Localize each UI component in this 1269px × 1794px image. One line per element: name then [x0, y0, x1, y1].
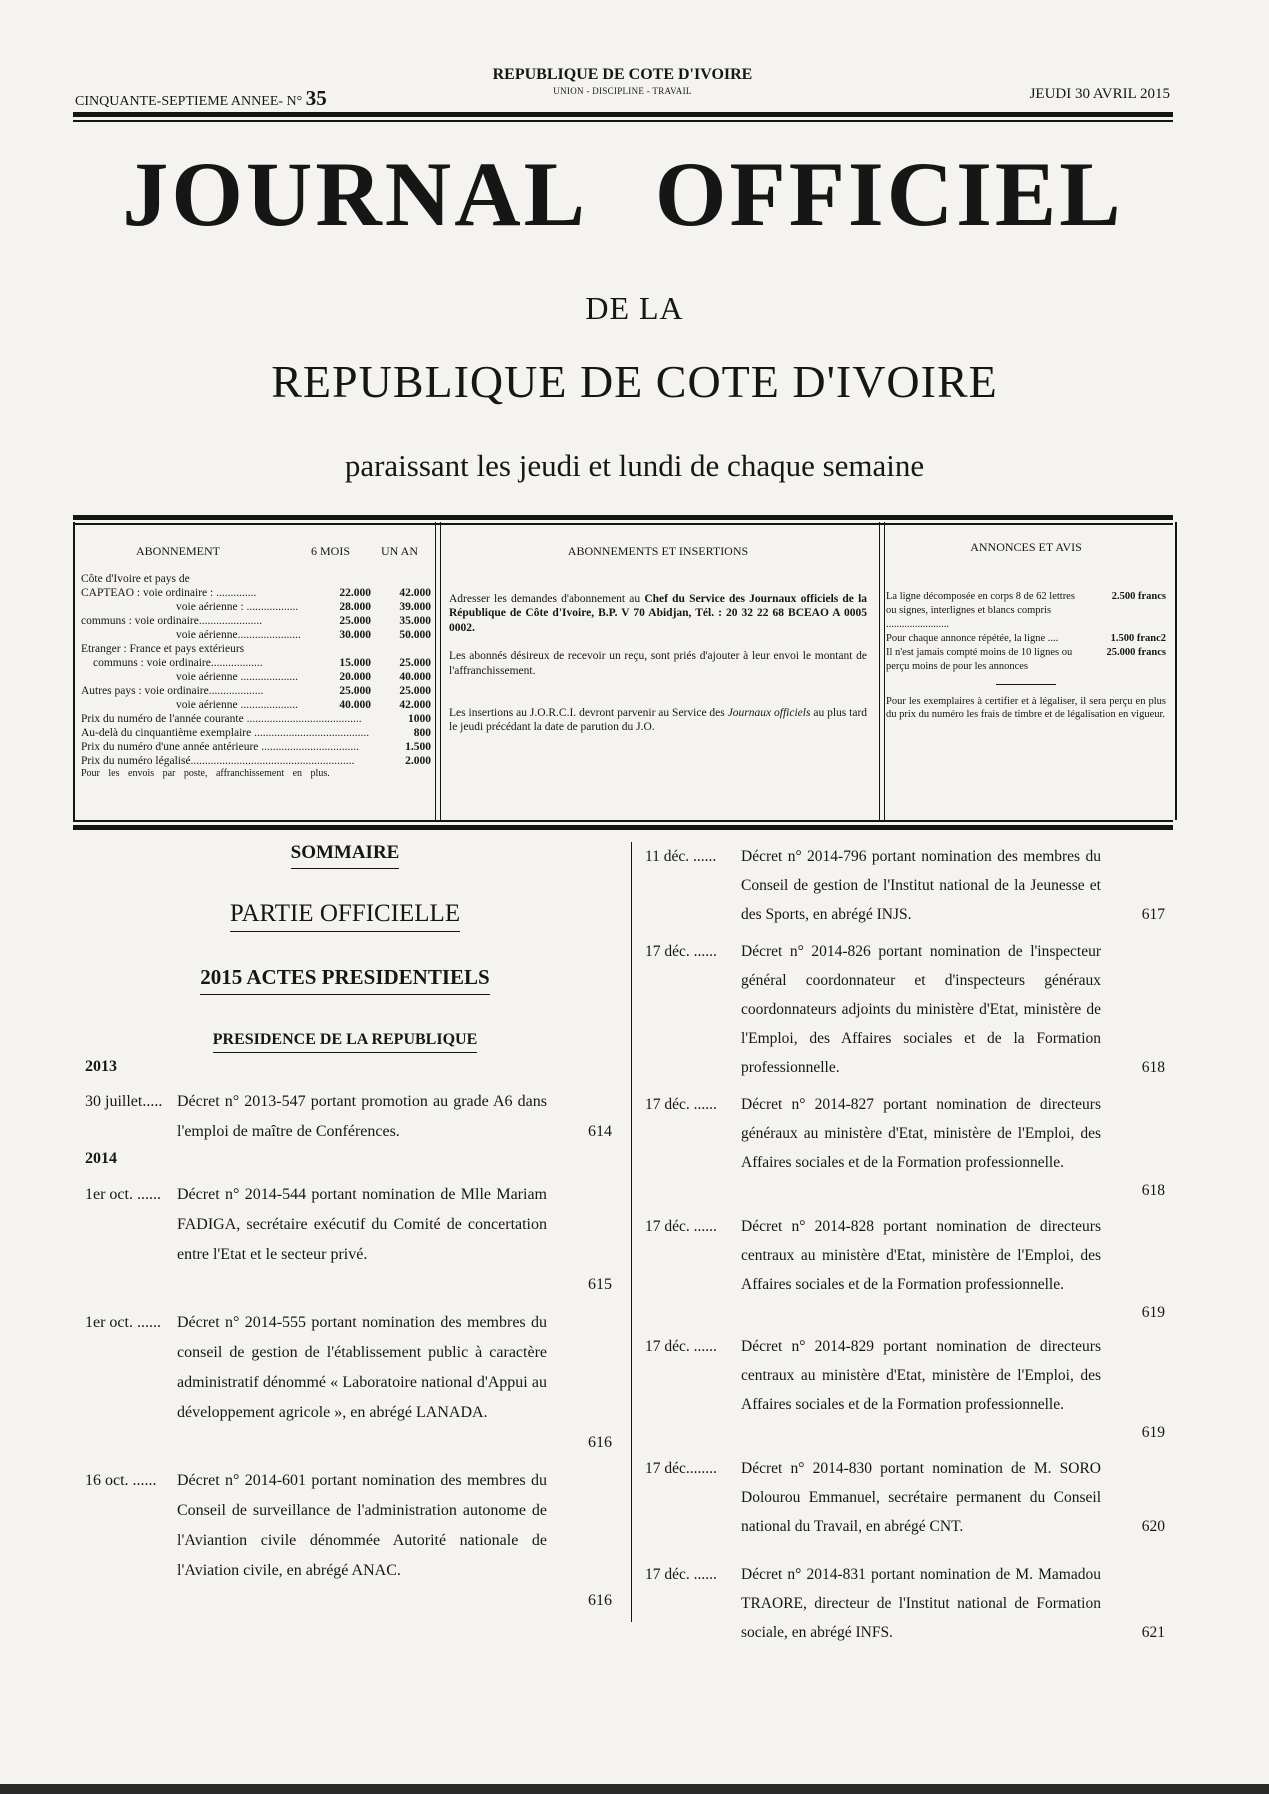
- abonnement-row-unan: 25.000: [399, 657, 431, 669]
- prix-row-label: Prix du numéro de l'année courante ........................................: [81, 713, 362, 725]
- insertions-p3-b: au plus tard le jeudi précédant la date de parution du J.O.: [449, 706, 868, 734]
- entry-page: 616: [588, 1592, 612, 1609]
- abonnement-row-label: communs : voie ordinaire..................: [93, 657, 263, 669]
- sommaire-entry: [85, 1466, 612, 1616]
- annonces-row-value: 2.500 francs: [1111, 591, 1166, 602]
- header-rule: [73, 112, 1173, 117]
- abonnement-col-unan: UN AN: [381, 544, 419, 558]
- sommaire-entry: [85, 1308, 612, 1458]
- entry-page: 621: [1141, 1624, 1165, 1641]
- entry-date: 11 déc. ......: [645, 848, 717, 865]
- entry-text: Décret n° 2014-828 portant nomination de directeurs centraux au ministère d'Etat, ministère de l'Emploi, des Affaires sociales et de la Formation professionnelle.: [741, 1218, 1101, 1293]
- annonces-row: [886, 646, 1166, 674]
- abonnement-row-label: voie aérienne : ..................: [176, 601, 299, 613]
- info-separator: [435, 522, 441, 820]
- issue-date: JEUDI 30 AVRIL 2015: [1029, 86, 1170, 102]
- entry-date: 16 oct. ......: [85, 1472, 157, 1489]
- entry-text: Décret n° 2014-830 portant nomination de M. SORO Dolourou Emmanuel, secrétaire permanent du Conseil national du Travail, en abrégé CNT.: [741, 1460, 1101, 1535]
- entry-text: Décret n° 2014-601 portant nomination des membres du Conseil de surveillance de l'administration autonome de l'Aviantion civile dénommée Autorité nationale de l'Aviation civile, en abrégé ANAC.: [177, 1472, 547, 1579]
- abonnement-row-6mois: 28.000: [339, 601, 371, 613]
- abonnement-box: [81, 522, 431, 820]
- entry-page: 618: [1141, 1182, 1165, 1199]
- insertions-paragraph-2: Les abonnés désireux de recevoir un reçu, sont priés d'ajouter à leur envoi le montant de l'affranchissement.: [449, 650, 867, 677]
- abonnement-row-label: voie aérienne......................: [176, 629, 301, 641]
- abonnement-row: [81, 642, 431, 656]
- sommaire-title: SOMMAIRE: [291, 842, 400, 869]
- entry-text: Décret n° 2013-547 portant promotion au grade A6 dans l'emploi de maître de Conférences.: [177, 1093, 547, 1140]
- abonnement-row-6mois: 22.000: [339, 587, 371, 599]
- issue-label: CINQUANTE-SEPTIEME ANNEE- N°: [75, 94, 303, 109]
- actes-title: 2015 ACTES PRESIDENTIELS: [200, 965, 489, 995]
- abonnement-rows: [81, 586, 431, 712]
- entry-page: 617: [1141, 906, 1165, 923]
- entry-text: Décret n° 2014-796 portant nomination des membres du Conseil de gestion de l'Institut national de la Jeunesse et des Sports, en abrégé INJS.: [741, 848, 1101, 923]
- entry-page: 619: [1141, 1304, 1165, 1321]
- annonces-row: [886, 632, 1166, 646]
- prix-row-label: Au-delà du cinquantième exemplaire ........................................: [81, 727, 370, 739]
- abonnement-row-unan: 35.000: [399, 615, 431, 627]
- sommaire-entry: [645, 1332, 1165, 1447]
- actes-heading: [75, 965, 615, 990]
- abonnement-row-label: Etranger : France et pays extérieurs: [81, 643, 245, 655]
- info-boxes: [73, 522, 1177, 820]
- annonces-row-value: 25.000 francs: [1106, 647, 1166, 658]
- info-top-rule: [73, 515, 1173, 520]
- insertions-p1-bold: Chef du Service des Journaux officiels de la République de Côte d'Ivoire, B.P. V 70 Abidjan, Tél. : 20 32 22 68 BCEAO A 0005 0002.: [449, 593, 868, 634]
- sommaire-entry: [645, 1560, 1165, 1647]
- abonnement-row: [81, 600, 431, 614]
- abonnement-row: [81, 614, 431, 628]
- prix-row: [81, 740, 431, 754]
- annonces-box: [886, 522, 1166, 820]
- abonnement-row-6mois: 40.000: [339, 699, 371, 711]
- header-rule-thin: [73, 120, 1173, 122]
- partie-heading: [75, 900, 615, 928]
- entry-page: 615: [588, 1276, 612, 1293]
- entry-page: 616: [588, 1434, 612, 1451]
- abonnement-row-label: Autres pays : voie ordinaire...................: [81, 685, 264, 697]
- insertions-p1-plain: Adresser les demandes d'abonnement au: [449, 593, 641, 605]
- column-separator: [631, 842, 632, 1622]
- abonnement-row-unan: 42.000: [399, 587, 431, 599]
- entry-date: 17 déc. ......: [645, 1218, 717, 1235]
- entry-page: 619: [1141, 1424, 1165, 1441]
- insertions-paragraph-3: [449, 706, 867, 735]
- sommaire-entry: [85, 1180, 612, 1300]
- prix-row-label: Prix du numéro légalisé.........................................................: [81, 755, 355, 767]
- insertions-header: ABONNEMENTS ET INSERTIONS: [567, 544, 749, 558]
- annonces-rows: [886, 590, 1166, 674]
- abonnement-header-row: [81, 522, 431, 558]
- republic-motto: UNION - DISCIPLINE - TRAVAIL: [553, 86, 692, 96]
- abonnement-row-label: communs : voie ordinaire......................: [81, 615, 263, 627]
- info-bottom-rule: [73, 820, 1173, 822]
- entry-date: 1er oct. ......: [85, 1314, 161, 1331]
- abonnement-row-label: CAPTEAO : voie ordinaire : ..............: [81, 587, 257, 599]
- abonnement-intro: Côte d'Ivoire et pays de: [81, 573, 190, 585]
- entry-date: 1er oct. ......: [85, 1186, 161, 1203]
- republic-name: REPUBLIQUE DE COTE D'IVOIRE: [492, 66, 753, 83]
- prix-row-value: 800: [413, 727, 431, 739]
- prix-row: [81, 726, 431, 740]
- abonnement-row: [81, 670, 431, 684]
- entry-page: 614: [588, 1123, 612, 1140]
- abonnement-row-label: voie aérienne ....................: [176, 671, 298, 683]
- abonnement-row-label: voie aérienne ....................: [176, 699, 298, 711]
- entry-date: 17 déc........: [645, 1460, 717, 1477]
- scan-edge: [0, 1784, 1269, 1794]
- republic-header: [75, 66, 1170, 96]
- sommaire-entry: [645, 1454, 1165, 1541]
- entry-text: Décret n° 2014-826 portant nomination de l'inspecteur général coordonnateur et d'inspecteurs généraux coordonnateurs adjoints du ministère d'Etat, ministère de l'Emploi, des Affaires sociales et de la Formation professionnelle.: [741, 943, 1101, 1076]
- annonces-row-value: 1.500 franc2: [1110, 633, 1166, 644]
- annonces-note: Pour les exemplaires à certifier et à légaliser, il sera perçu en plus du prix du numéro les frais de timbre et de légalisation en vigueur.: [886, 696, 1166, 721]
- entry-text: Décret n° 2014-829 portant nomination de directeurs centraux au ministère d'Etat, ministère de l'Emploi, des Affaires sociales et de la Formation professionnelle.: [741, 1338, 1101, 1413]
- abonnement-row-6mois: 30.000: [339, 629, 371, 641]
- abonnement-row-6mois: 25.000: [339, 615, 371, 627]
- prix-row-label: Prix du numéro d'une année antérieure ..................................: [81, 741, 360, 753]
- insertions-p3-italic: Journaux officiels: [727, 706, 811, 719]
- presidence-title: PRESIDENCE DE LA REPUBLIQUE: [213, 1031, 478, 1053]
- abonnement-row-unan: 42.000: [399, 699, 431, 711]
- prix-rows: [81, 712, 431, 768]
- sommaire-entry: [645, 937, 1165, 1082]
- abonnement-row: [81, 586, 431, 600]
- top-line: [75, 64, 1170, 112]
- entry-date: 17 déc. ......: [645, 1566, 717, 1583]
- annonces-divider: [996, 684, 1056, 685]
- abonnement-row-6mois: 20.000: [339, 671, 371, 683]
- annonces-row-label: La ligne décomposée en corps 8 de 62 lettres ou signes, interlignes et blancs compris ........................: [886, 591, 1075, 630]
- entry-date: 17 déc. ......: [645, 1338, 717, 1355]
- sommaire-entry: [85, 1087, 612, 1147]
- info-separator: [879, 522, 885, 820]
- abonnement-row-unan: [371, 642, 431, 656]
- abonnement-row-unan: 40.000: [399, 671, 431, 683]
- entry-date: 17 déc. ......: [645, 1096, 717, 1113]
- partie-title: PARTIE OFFICIELLE: [230, 900, 460, 932]
- masthead-frequency: paraissant les jeudi et lundi de chaque semaine: [344, 448, 925, 483]
- abonnement-header: ABONNEMENT: [136, 544, 220, 558]
- abonnement-row: [81, 698, 431, 712]
- prix-row: [81, 754, 431, 768]
- abonnement-row-unan: 39.000: [399, 601, 431, 613]
- abonnement-row-unan: 50.000: [399, 629, 431, 641]
- prix-row-value: 1.500: [405, 741, 431, 753]
- abonnement-row: [81, 628, 431, 642]
- prix-row-value: 1000: [408, 713, 431, 725]
- prix-row-value: 2.000: [405, 755, 431, 767]
- prix-row: [81, 712, 431, 726]
- entry-text: Décret n° 2014-827 portant nomination de directeurs généraux au ministère d'Etat, ministère de l'Emploi, des Affaires sociales et de la Formation professionnelle.: [741, 1096, 1101, 1171]
- sommaire-entry: [645, 842, 1165, 929]
- abonnement-row-6mois: 15.000: [339, 657, 371, 669]
- abonnement-col-6mois: 6 MOIS: [311, 544, 351, 558]
- year-2014: 2014: [85, 1150, 117, 1167]
- sommaire-heading: [75, 842, 615, 864]
- abonnement-row-6mois: [321, 642, 371, 656]
- entry-date: 17 déc. ......: [645, 943, 717, 960]
- year-2013: 2013: [85, 1058, 117, 1075]
- insertions-paragraph-1: [449, 592, 867, 635]
- insertions-box: [443, 522, 873, 820]
- abonnement-row-unan: 25.000: [399, 685, 431, 697]
- masthead-de-la: DE LA: [585, 290, 684, 326]
- abonnement-row-6mois: 25.000: [339, 685, 371, 697]
- annonces-row: [886, 590, 1166, 632]
- info-bottom-rule-thick: [73, 825, 1173, 830]
- masthead-title: JOURNAL OFFICIEL: [122, 143, 1124, 245]
- presidence-heading: [75, 1031, 615, 1049]
- abonnement-row: [81, 656, 431, 670]
- entry-text: Décret n° 2014-831 portant nomination de M. Mamadou TRAORE, directeur de l'Institut national de Formation sociale, en abrégé INFS.: [741, 1566, 1101, 1641]
- issue-number: 35: [305, 86, 327, 110]
- abonnement-row: [81, 684, 431, 698]
- masthead-country: REPUBLIQUE DE COTE D'IVOIRE: [271, 356, 998, 407]
- entry-date: 30 juillet.....: [85, 1093, 163, 1110]
- annonces-row-label: Pour chaque annonce répétée, la ligne ....: [886, 633, 1059, 644]
- annonces-row-label: Il n'est jamais compté moins de 10 lignes ou perçu moins de pour les annonces: [886, 647, 1073, 672]
- entry-text: Décret n° 2014-555 portant nomination des membres du conseil de gestion de l'établissement public à caractère administratif dénommé « Laboratoire national d'Appui au développement agricole », en abrégé LANADA.: [177, 1314, 547, 1421]
- entry-text: Décret n° 2014-544 portant nomination de Mlle Mariam FADIGA, secrétaire exécutif du Comité de concertation entre l'Etat et le secteur privé.: [177, 1186, 547, 1263]
- annonces-header: ANNONCES ET AVIS: [970, 540, 1082, 554]
- entry-page: 620: [1141, 1518, 1165, 1535]
- sommaire-entry: [645, 1212, 1165, 1327]
- insertions-p3-a: Les insertions au J.O.R.C.I. devront parvenir au Service des: [449, 706, 725, 719]
- entry-page: 618: [1141, 1059, 1165, 1076]
- sommaire-entry: [645, 1090, 1165, 1205]
- abonnement-note: Pour les envois par poste, affranchissement en plus.: [81, 768, 330, 779]
